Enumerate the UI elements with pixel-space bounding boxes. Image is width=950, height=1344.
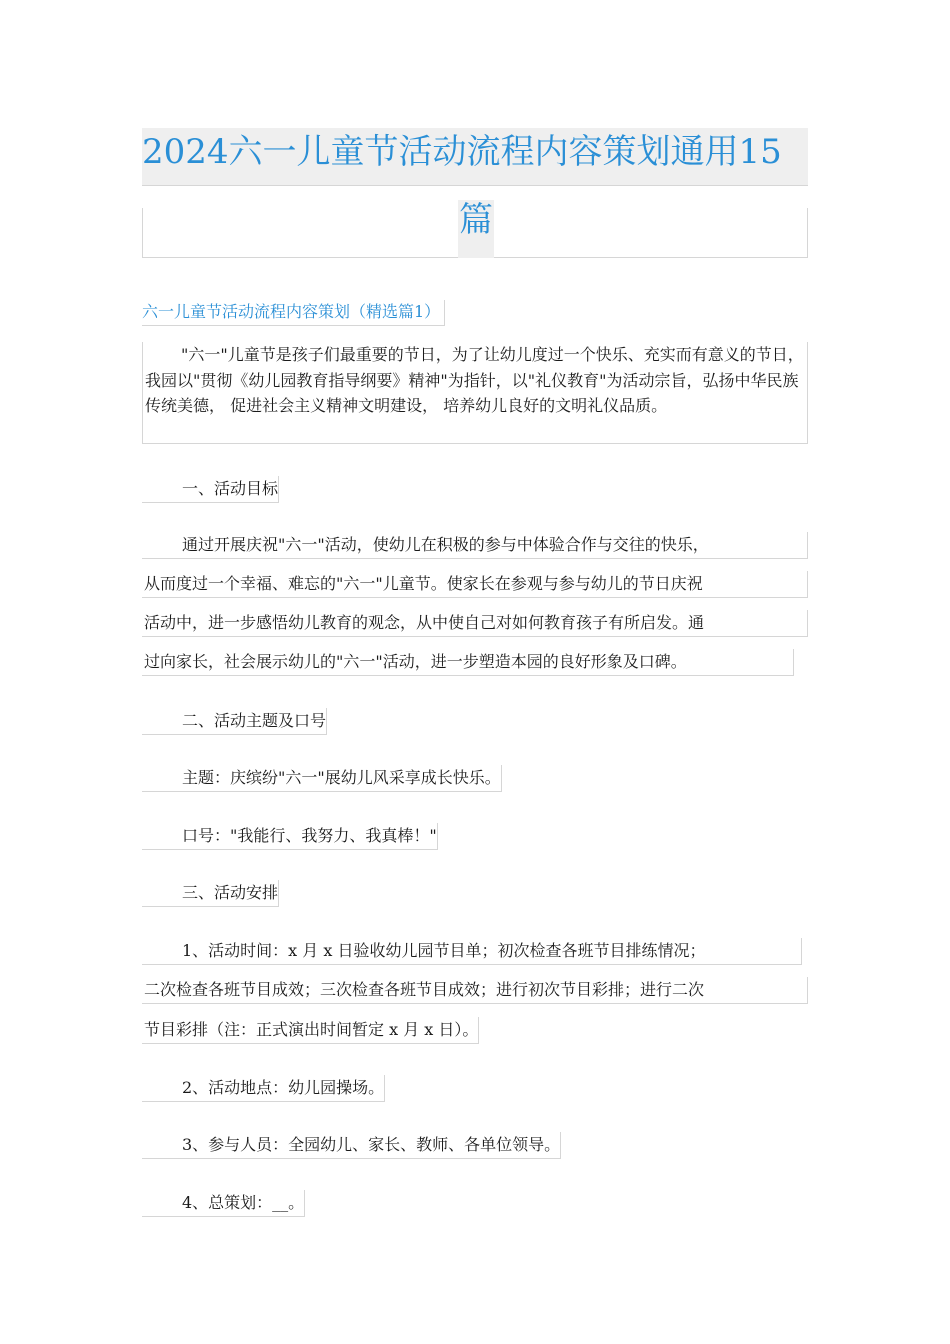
- document-title-line-1: 2024六一儿童节活动流程内容策划通用15: [142, 128, 808, 186]
- theme-line: 主题：庆缤纷"六一"展幼儿风采享成长快乐。: [142, 765, 502, 792]
- goal-line-4: 过向家长，社会展示幼儿的"六一"活动，进一步塑造本园的良好形象及口碑。: [142, 649, 794, 676]
- theme-heading: 二、活动主题及口号: [142, 708, 327, 735]
- intro-paragraph: [142, 342, 808, 444]
- document-title-line-2: 篇: [458, 200, 494, 258]
- goal-line-1: 通过开展庆祝"六一"活动，使幼儿在积极的参与中体验合作与交往的快乐，: [142, 532, 808, 559]
- slogan-line: 口号："我能行、我努力、我真棒！": [142, 823, 438, 850]
- arrange-heading: 三、活动安排: [142, 880, 279, 907]
- intro-text: "六一"儿童节是孩子们最重要的节日，为了让幼儿度过一个快乐、充实而有意义的节日，我园以"贯彻《幼儿园教育指导纲要》精神"为指针，以"礼仪教育"为活动宗旨，弘扬中华民族传统美德， 促进社会主义精神文明建设， 培养幼儿良好的文明礼仪品质。: [145, 345, 804, 415]
- arrange-item-2: 2、活动地点：幼儿园操场。: [142, 1075, 385, 1102]
- arrange-item-1-line-1: 1、活动时间：x 月 x 日验收幼儿园节目单；初次检查各班节目排练情况；: [142, 938, 802, 965]
- arrange-item-3: 3、参与人员：全园幼儿、家长、教师、各单位领导。: [142, 1132, 561, 1159]
- goal-heading: 一、活动目标: [142, 476, 279, 503]
- section-heading: 六一儿童节活动流程内容策划（精选篇1）: [142, 300, 445, 326]
- goal-line-3: 活动中，进一步感悟幼儿教育的观念，从中使自己对如何教育孩子有所启发。通: [142, 610, 808, 637]
- goal-line-2: 从而度过一个幸福、难忘的"六一"儿童节。使家长在参观与参与幼儿的节日庆祝: [142, 571, 808, 598]
- arrange-item-1-line-2: 二次检查各班节目成效；三次检查各班节目成效；进行初次节目彩排；进行二次: [142, 977, 808, 1004]
- arrange-item-1-line-3: 节目彩排（注：正式演出时间暂定 x 月 x 日）。: [142, 1017, 479, 1044]
- arrange-item-4: 4、总策划：__。: [142, 1190, 305, 1217]
